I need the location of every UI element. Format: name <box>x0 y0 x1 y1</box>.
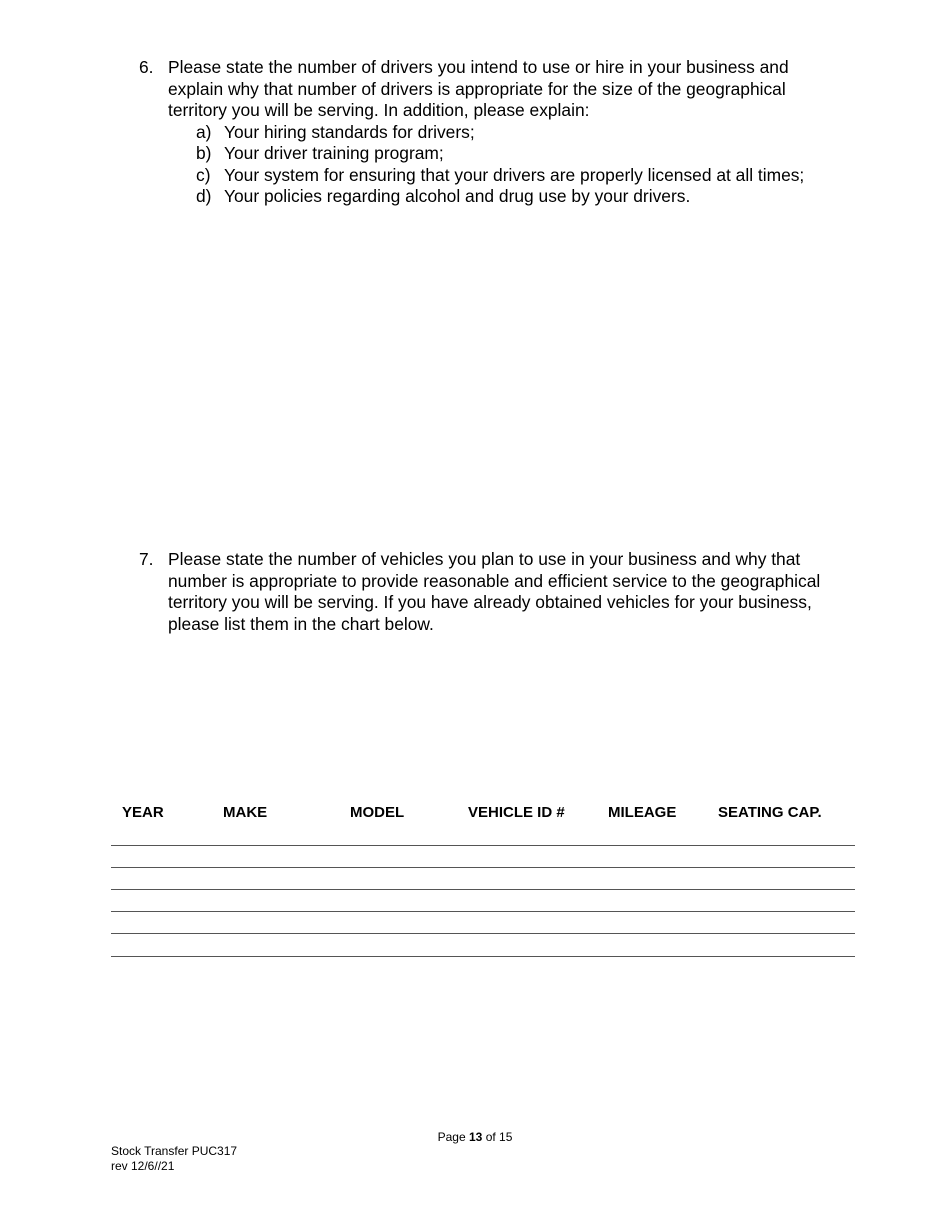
header-vehicle-id: VEHICLE ID # <box>468 804 565 821</box>
page-number <box>0 1130 950 1144</box>
vehicle-row-line[interactable] <box>111 867 855 868</box>
item-letter: b) <box>196 143 212 163</box>
item-text: Your driver training program; <box>224 143 444 163</box>
item-letter: c) <box>196 164 211 185</box>
vehicle-row-line[interactable] <box>111 956 855 957</box>
form-name: Stock Transfer PUC317 <box>111 1144 238 1158</box>
question-6-item-c <box>196 165 839 187</box>
vehicle-table-header <box>0 804 950 826</box>
question-6-item-b <box>196 143 839 165</box>
vehicle-row-line[interactable] <box>111 889 855 890</box>
header-mileage: MILEAGE <box>608 804 677 821</box>
form-footer <box>111 1144 237 1173</box>
form-revision: rev 12/6//21 <box>111 1158 175 1173</box>
vehicle-row-line[interactable] <box>111 911 855 912</box>
header-make: MAKE <box>223 804 268 821</box>
question-7-number: 7. <box>139 549 154 569</box>
question-6-item-d <box>196 186 839 208</box>
question-6-sub-list <box>196 122 839 208</box>
item-text: Your hiring standards for drivers; <box>224 121 475 142</box>
question-6-number: 6. <box>139 57 154 77</box>
header-model: MODEL <box>350 804 405 821</box>
item-text: Your system for ensuring that your drivers are properly licensed at all times; <box>224 164 805 185</box>
vehicle-row-line[interactable] <box>111 845 855 846</box>
question-7 <box>139 549 839 635</box>
question-7-text: Please state the number of vehicles you plan to use in your business and why that number is appropriate to provide reasonable and efficient service to the geographical territory you will be serving. If you have already obtained vehicles for your business, please list them in the chart below. <box>168 549 821 634</box>
item-letter: a) <box>196 121 212 142</box>
item-text: Your policies regarding alcohol and drug use by your drivers. <box>224 186 691 206</box>
question-6-item-a <box>196 122 839 144</box>
vehicle-row-line[interactable] <box>111 933 855 934</box>
page-total: of 15 <box>485 1130 513 1144</box>
item-letter: d) <box>196 186 212 206</box>
page-prefix: Page <box>437 1130 466 1144</box>
page-current: 13 <box>468 1130 483 1144</box>
question-6-text: Please state the number of drivers you intend to use or hire in your business and explain why that number of drivers is appropriate for the size of the geographical territory you will be serving. In addition, please explain: <box>168 57 789 120</box>
header-year: YEAR <box>122 804 164 821</box>
header-seating-capacity: SEATING CAP. <box>718 804 822 821</box>
question-6 <box>139 57 839 208</box>
